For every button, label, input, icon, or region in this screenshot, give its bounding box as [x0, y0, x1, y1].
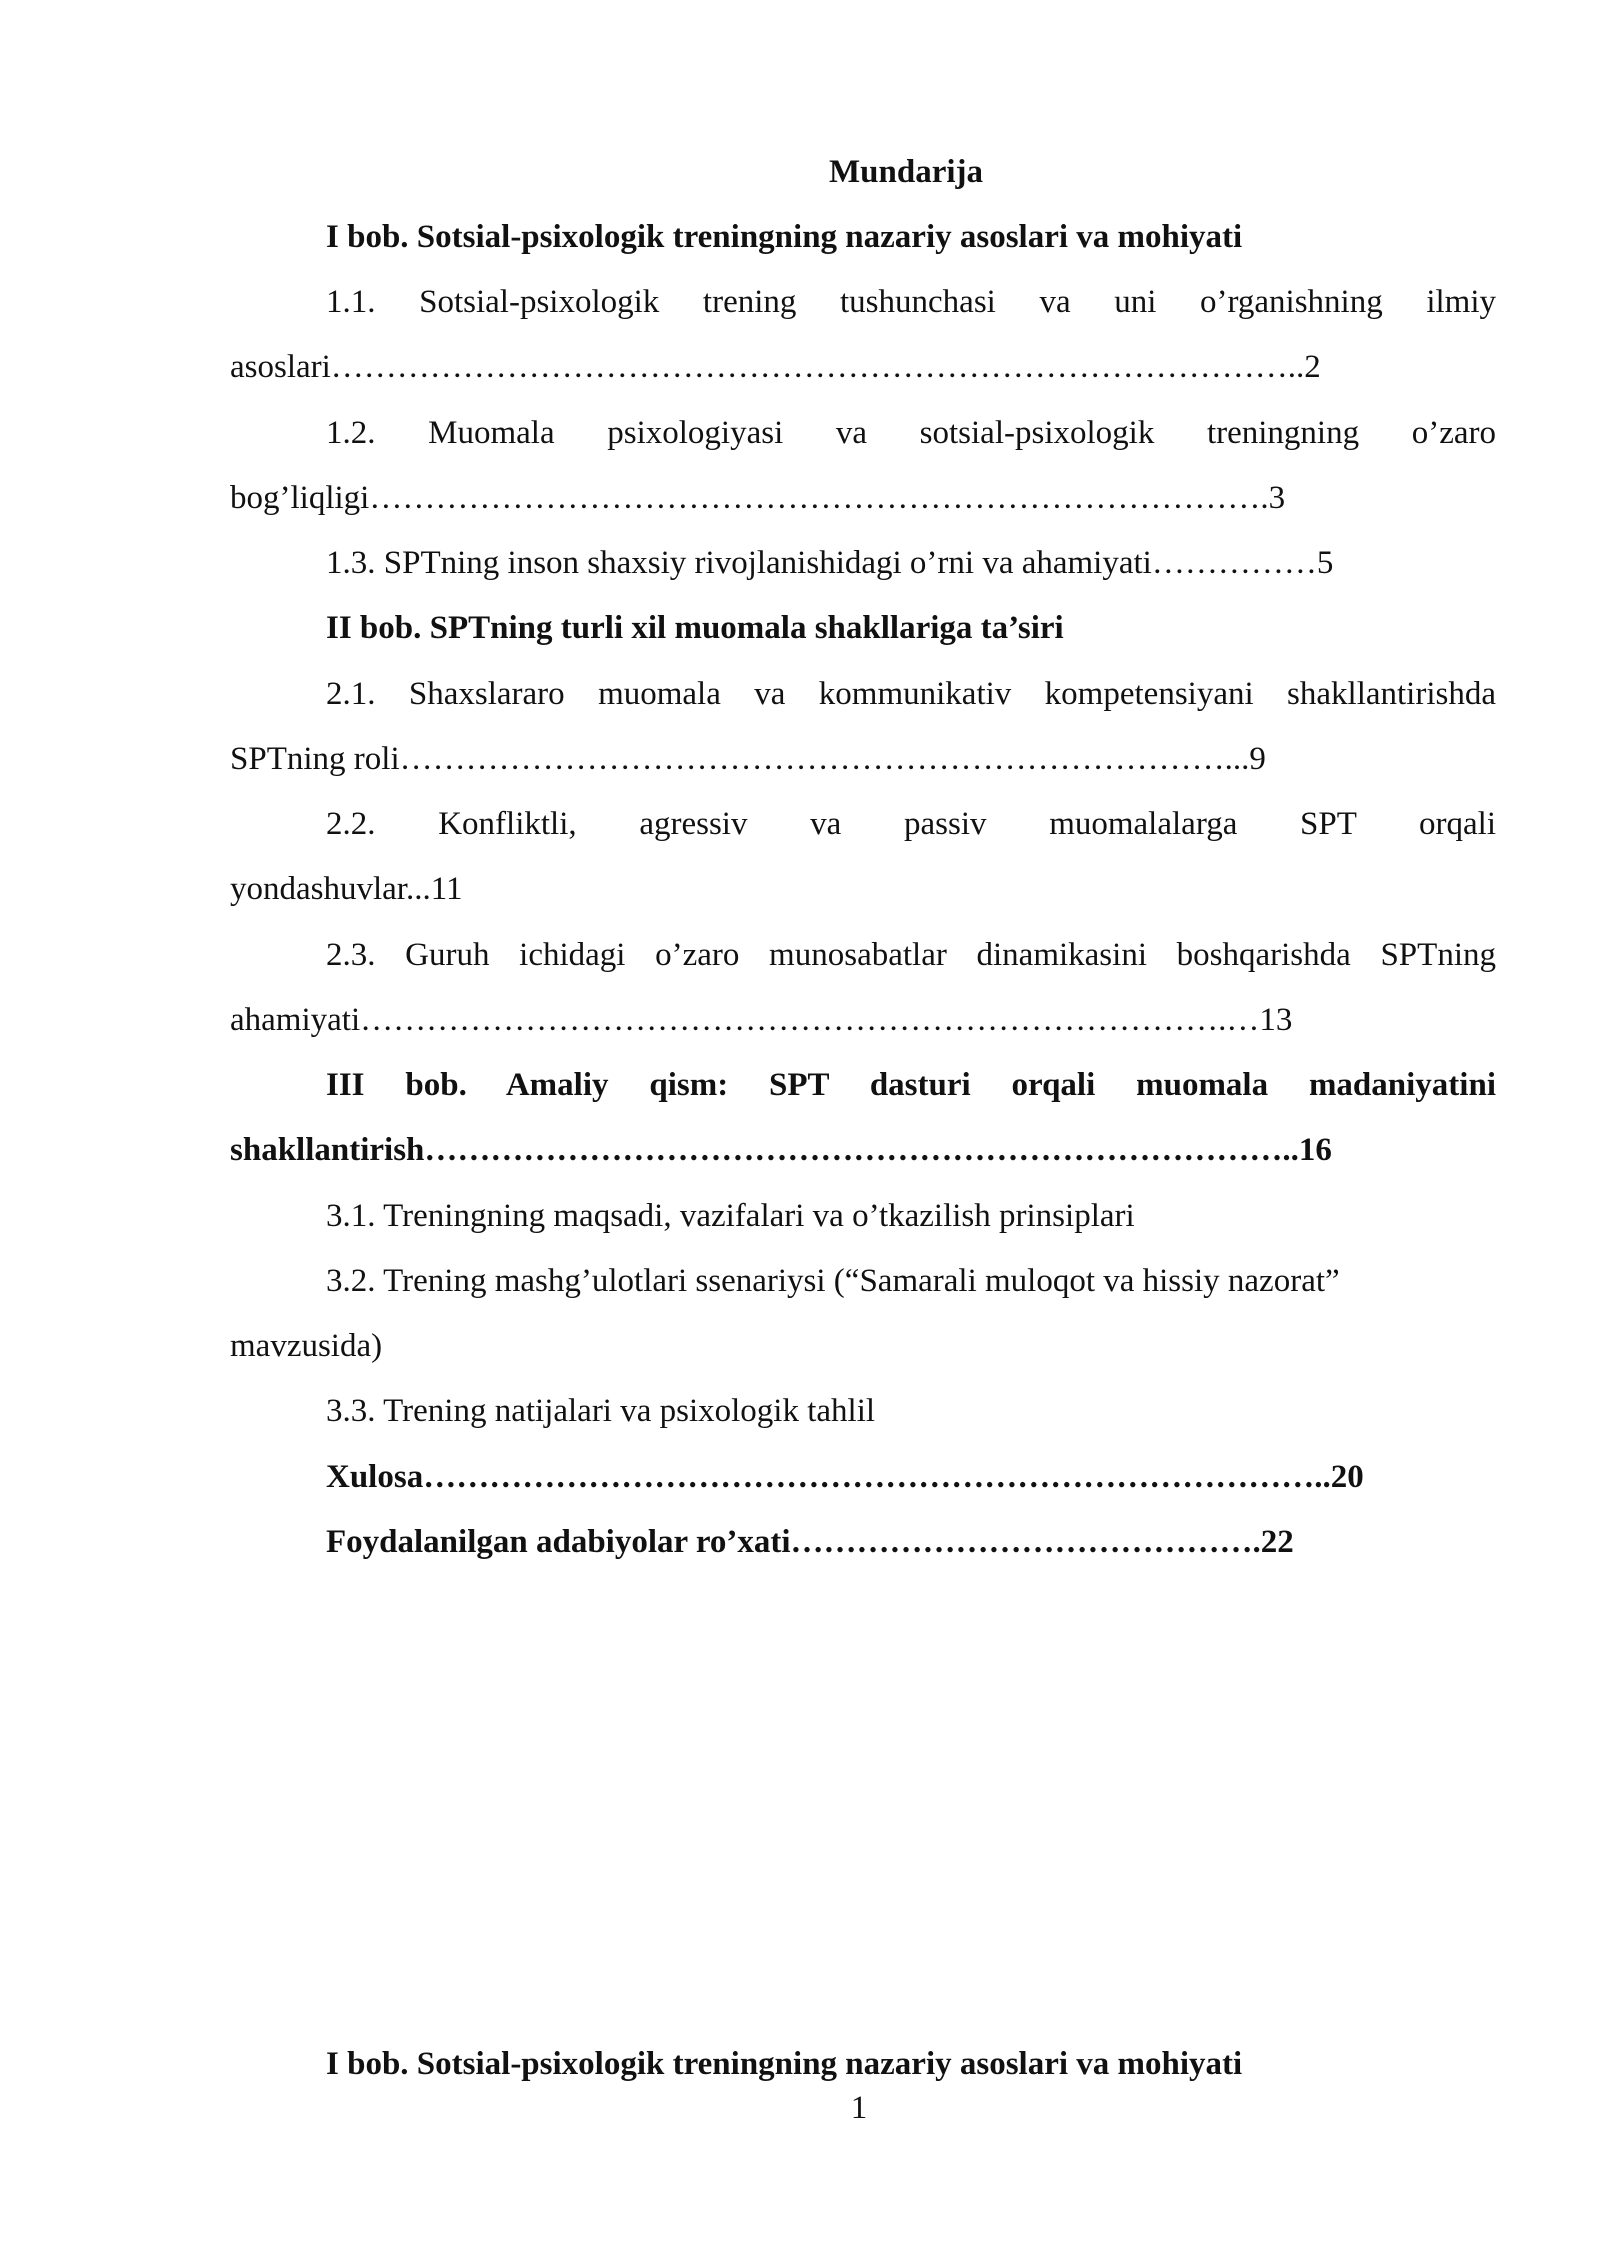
toc-section-2-1-line1: 2.1. Shaxslararo muomala va kommunikativ kompetensiyani shakllantirishda	[326, 676, 1496, 712]
toc-section-2-1-line2: SPTning roli…………………………………………………………………...9	[230, 741, 1266, 777]
toc-section-3-1: 3.1. Treningning maqsadi, vazifalari va o’tkazilish prinsiplari	[326, 1198, 1135, 1234]
toc-section-3-2-line1: 3.2. Trening mashg’ulotlari ssenariysi (“Samarali muloqot va hissiy nazorat”	[326, 1263, 1340, 1299]
toc-section-1-2-line2: bog’liqligi……………………………………………………………………….3	[230, 480, 1286, 516]
toc-section-3-3: 3.3. Trening natijalari va psixologik tahlil	[326, 1393, 876, 1429]
toc-section-1-3: 1.3. SPTning inson shaxsiy rivojlanishidagi o’rni va ahamiyati……………5	[326, 545, 1334, 581]
toc-section-2-2-line2: yondashuvlar...11	[230, 871, 463, 907]
toc-conclusion: Xulosa………………………………………………………………………..20	[326, 1459, 1364, 1495]
toc-section-1-2-line1: 1.2. Muomala psixologiyasi va sotsial-psixologik treningning o’zaro	[326, 415, 1496, 451]
toc-section-1-1-line2: asoslari……………………………………………………………………………..2	[230, 349, 1321, 385]
toc-section-2-3-line2: ahamiyati…………………………………………………………………….…13	[230, 1002, 1293, 1038]
body-chapter-1-heading: I bob. Sotsial-psixologik treningning nazariy asoslari va mohiyati	[326, 2046, 1243, 2082]
toc-chapter-1-heading: I bob. Sotsial-psixologik treningning nazariy asoslari va mohiyati	[326, 219, 1243, 255]
toc-title: Mundarija	[828, 154, 983, 190]
toc-chapter-3-heading-line1: III bob. Amaliy qism: SPT dasturi orqali muomala madaniyatini	[326, 1067, 1496, 1103]
toc-references: Foydalanilgan adabiyolar ro’xati…………………………………….22	[326, 1524, 1294, 1560]
toc-section-2-2-line1: 2.2. Konfliktli, agressiv va passiv muomalalarga SPT orqali	[326, 806, 1496, 842]
toc-section-3-2-line2: mavzusida)	[230, 1328, 383, 1364]
page-number: 1	[850, 2090, 868, 2126]
toc-chapter-2-heading: II bob. SPTning turli xil muomala shakllariga ta’siri	[326, 610, 1064, 646]
toc-section-2-3-line1: 2.3. Guruh ichidagi o’zaro munosabatlar dinamikasini boshqarishda SPTning	[326, 937, 1496, 973]
toc-section-1-1-line1: 1.1. Sotsial-psixologik trening tushunchasi va uni o’rganishning ilmiy	[326, 284, 1496, 320]
toc-chapter-3-heading-line2: shakllantirish……………………………………………………………………..16	[230, 1132, 1332, 1168]
